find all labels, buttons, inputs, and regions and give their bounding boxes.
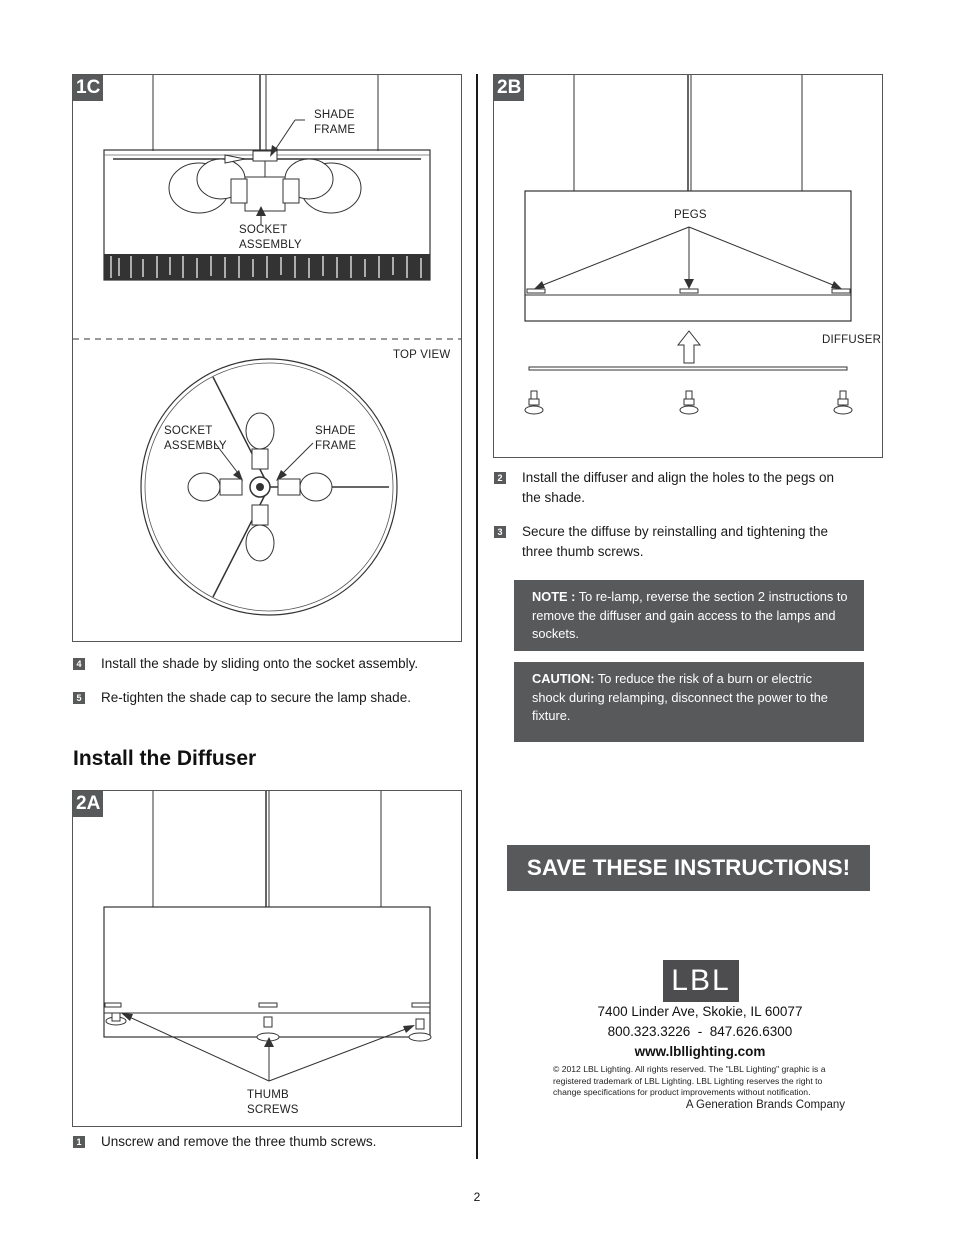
save-instructions-banner: SAVE THESE INSTRUCTIONS! — [507, 845, 870, 891]
figure-tag-2a: 2A — [73, 791, 103, 817]
step-number: 4 — [73, 658, 85, 670]
step-1 — [73, 1132, 473, 1152]
shade-frame-label-top: SHADE FRAME — [315, 425, 357, 452]
diffuser-label: DIFFUSER — [822, 334, 882, 346]
step-3 — [494, 522, 874, 562]
step-number: 5 — [73, 692, 85, 704]
note-text: To re-lamp, reverse the section 2 instructions to remove the diffuser and gain access to the lamps and sockets. — [532, 589, 848, 641]
figure-2b — [493, 74, 883, 458]
page-number: 2 — [473, 1190, 481, 1204]
figure-1c — [72, 74, 462, 642]
shade-frame-label: SHADE FRAME — [314, 109, 356, 136]
caution-box — [514, 662, 864, 742]
company-website: www.lbllighting.com — [634, 1044, 766, 1059]
top-view-label: TOP VIEW — [393, 349, 451, 361]
step-number: 3 — [494, 526, 506, 538]
step-2 — [494, 468, 874, 508]
step-text: Install the shade by sliding onto the socket assembly. — [101, 656, 419, 671]
thumb-screws-label: THUMB SCREWS — [247, 1089, 299, 1116]
lbl-logo: LBL — [663, 960, 739, 1002]
company-phones: 800.323.3226 - 847.626.6300 — [607, 1024, 793, 1039]
company-address: 7400 Linder Ave, Skokie, IL 60077 — [597, 1004, 803, 1019]
socket-assembly-label: SOCKET ASSEMBLY — [239, 224, 302, 251]
figure-2a — [72, 790, 462, 1127]
copyright-text: © 2012 LBL Lighting. All rights reserved. The "LBL Lighting" graphic is a registered trademark of LBL Lighting. LBL Lighting reserves the right to change specifications for product improvements without notification. — [553, 1064, 826, 1097]
step-number: 2 — [494, 472, 506, 484]
note-box — [514, 580, 864, 651]
step-number: 1 — [73, 1136, 85, 1148]
figure-2b-illustration — [494, 75, 882, 457]
step-text: Install the diffuser and align the holes to the pegs on the shade. — [522, 470, 834, 505]
socket-assembly-label-top: SOCKET ASSEMBLY — [164, 425, 227, 452]
figure-tag-2b: 2B — [494, 75, 524, 101]
figure-2a-illustration — [73, 791, 461, 1126]
step-text: Unscrew and remove the three thumb screws. — [101, 1134, 377, 1149]
caution-content — [532, 670, 848, 726]
pegs-label: PEGS — [674, 209, 707, 221]
step-4 — [73, 654, 473, 674]
generation-brands-text: A Generation Brands Company — [685, 1099, 845, 1111]
note-content — [532, 588, 848, 644]
note-label: NOTE : — [532, 589, 576, 604]
figure-tag-1c: 1C — [73, 75, 103, 101]
step-text: Re-tighten the shade cap to secure the lamp shade. — [101, 690, 411, 705]
caution-label: CAUTION: — [532, 671, 595, 686]
step-5 — [73, 688, 473, 708]
section-title: Install the Diffuser — [73, 747, 257, 770]
caution-text: To reduce the risk of a burn or electric shock during relamping, disconnect the power to the fixture. — [532, 671, 828, 723]
step-text: Secure the diffuse by reinstalling and tightening the three thumb screws. — [522, 524, 828, 559]
column-divider — [476, 74, 478, 1159]
